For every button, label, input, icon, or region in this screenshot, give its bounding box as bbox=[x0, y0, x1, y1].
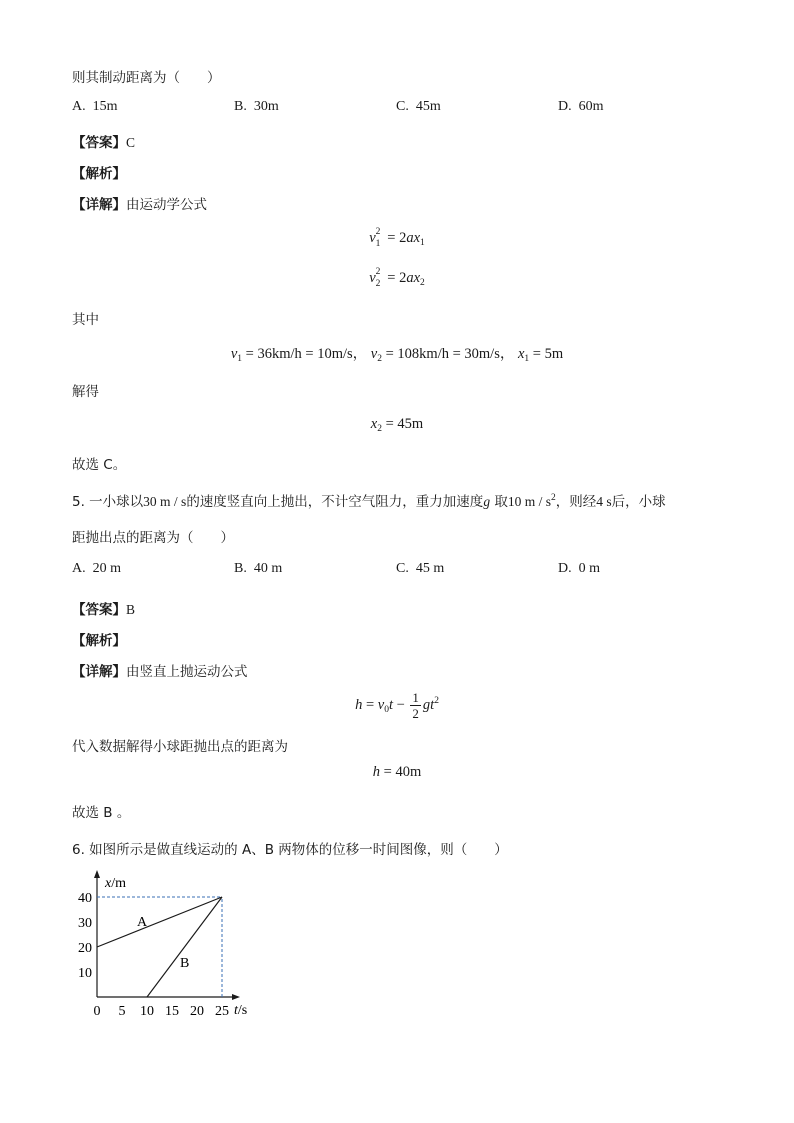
q5-detail: 【详解】由竖直上抛运动公式 bbox=[72, 664, 248, 680]
y-axis-label: x/m bbox=[105, 876, 126, 891]
q6-stem: 6. 如图所示是做直线运动的 A、B 两物体的位移一时间图像，则（ ） bbox=[72, 842, 508, 858]
x-axis-arrow-icon bbox=[232, 994, 240, 1000]
q5-stem-line1: 5. 一小球以30 m / s的速度竖直向上抛出，不计空气阻力，重力加速度g 取10 m / $s^2$，则经4 s后，小球 bbox=[72, 493, 666, 510]
q5-conclusion: 故选 B 。 bbox=[72, 805, 131, 821]
q5-result: h = 40m bbox=[372, 764, 422, 780]
position-time-graph bbox=[60, 866, 280, 1026]
y-tick-label: 40 bbox=[78, 891, 92, 906]
q4-equation-2: v 2 2 = $2ax_2$ bbox=[369, 266, 425, 289]
x-tick-label: 20 bbox=[190, 1004, 204, 1019]
q5-option-c: C. 45 m bbox=[396, 561, 445, 576]
x-tick-label: 5 bbox=[118, 1004, 126, 1019]
series-label-A: A bbox=[137, 915, 148, 930]
q5-answer: 【答案】B bbox=[72, 602, 136, 618]
series-label-B: B bbox=[180, 956, 190, 971]
q4-detail: 【详解】由运动学公式 bbox=[72, 197, 207, 213]
x-tick-label: 25 bbox=[215, 1004, 229, 1019]
q4-option-d: D. 60m bbox=[558, 99, 604, 114]
q4-where: 其中 bbox=[72, 312, 99, 328]
y-tick-label: 20 bbox=[78, 941, 92, 956]
x-tick-label: 10 bbox=[140, 1004, 154, 1019]
q4-result: $x_2 = 45m$ bbox=[370, 416, 424, 434]
x-axis-label: t/s bbox=[234, 1003, 248, 1018]
y-tick-label: 10 bbox=[78, 966, 92, 981]
y-axis-arrow-icon bbox=[94, 870, 100, 878]
q4-given-values: $v_1 = 36km/h = 10m/s$， $v_2 = 108km/h = 30m/s$， $x_1 = 5m$ bbox=[230, 346, 564, 364]
q4-stem-end: 则其制动距离为（ ） bbox=[72, 70, 221, 86]
q4-option-b: B. 30m bbox=[234, 99, 279, 114]
x-tick-label: 15 bbox=[165, 1004, 179, 1019]
y-tick-label: 30 bbox=[78, 916, 92, 931]
q4-option-c: C. 45m bbox=[396, 99, 441, 114]
q4-answer: 【答案】C bbox=[72, 135, 136, 151]
x-tick-label: 0 bbox=[93, 1004, 101, 1019]
q4-analysis-label: 【解析】 bbox=[72, 166, 126, 182]
q5-option-d: D. 0 m bbox=[558, 561, 601, 576]
q5-substitute: 代入数据解得小球距抛出点的距离为 bbox=[72, 739, 288, 755]
q5-option-a: A. 20 m bbox=[72, 561, 122, 576]
q5-option-b: B. 40 m bbox=[234, 561, 283, 576]
q5-analysis-label: 【解析】 bbox=[72, 633, 126, 649]
q5-stem-line2: 距抛出点的距离为（ ） bbox=[72, 530, 234, 546]
q4-equation-1: v 2 1 = $2ax_1$ bbox=[369, 226, 425, 249]
q4-solve: 解得 bbox=[72, 384, 99, 400]
q4-conclusion: 故选 C。 bbox=[72, 457, 127, 473]
q4-option-a: A. 15m bbox=[72, 99, 118, 114]
q5-equation: $h = v_0t$ − $\frac{1}{2}$ $gt^2$ bbox=[355, 690, 439, 721]
